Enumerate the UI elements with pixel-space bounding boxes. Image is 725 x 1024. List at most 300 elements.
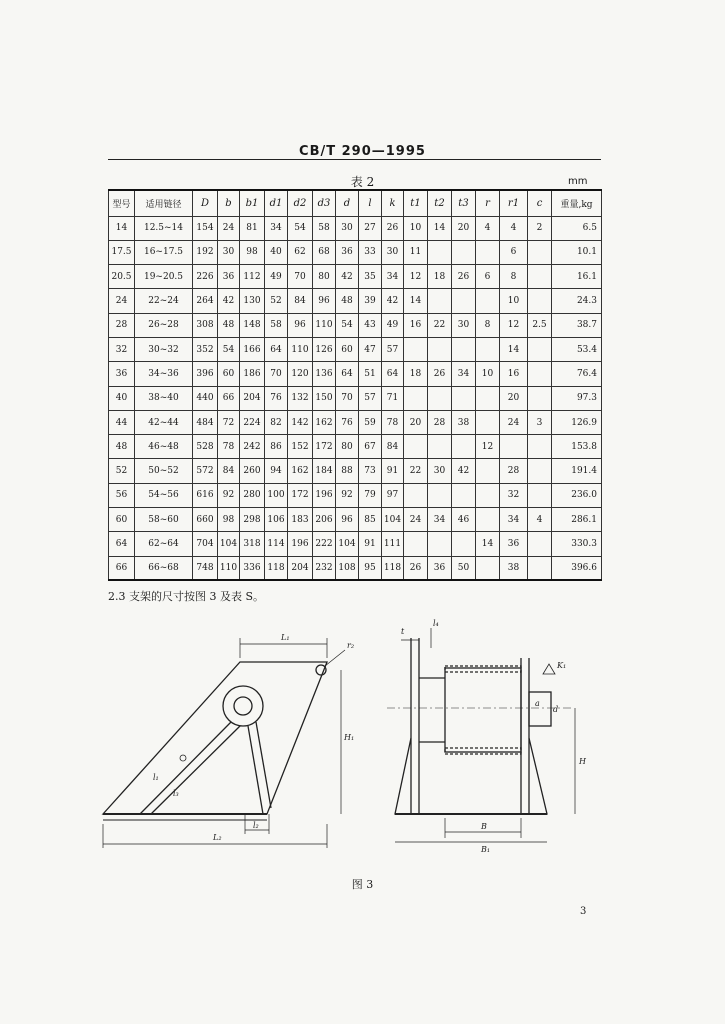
table-cell: 136 (313, 362, 336, 386)
table-cell: 616 (193, 483, 218, 507)
table-cell: 162 (288, 459, 313, 483)
table-cell (428, 240, 452, 264)
table-cell: 96 (288, 313, 313, 337)
table-cell: 64 (382, 362, 404, 386)
table-cell: 67 (359, 435, 382, 459)
table-cell (528, 240, 552, 264)
table-cell: 14 (404, 289, 428, 313)
table-cell: 30 (428, 459, 452, 483)
column-header: d2 (288, 190, 313, 216)
table-cell (528, 289, 552, 313)
table-cell: 40 (109, 386, 135, 410)
table-cell (452, 289, 476, 313)
table-cell: 10 (500, 289, 528, 313)
table-cell: 26 (452, 265, 476, 289)
table-cell: 57 (382, 337, 404, 361)
table-cell: 336 (240, 556, 265, 580)
table-cell (476, 483, 500, 507)
table-cell: 236.0 (552, 483, 602, 507)
table-cell: 660 (193, 508, 218, 532)
column-header: l (359, 190, 382, 216)
table-cell: 34 (382, 265, 404, 289)
table-cell: 142 (288, 410, 313, 434)
table-cell: 35 (359, 265, 382, 289)
table-cell (476, 386, 500, 410)
table-cell (452, 483, 476, 507)
table-row (109, 289, 602, 313)
table-cell: 264 (193, 289, 218, 313)
table-cell: 38 (500, 556, 528, 580)
table-cell: 24 (218, 216, 240, 240)
table-cell: 42 (218, 289, 240, 313)
table-cell (476, 337, 500, 361)
figure-caption: 图 3 (351, 878, 374, 891)
table-cell: 91 (359, 532, 382, 556)
table-cell: 16 (500, 362, 528, 386)
table-row (109, 483, 602, 507)
table-cell: 148 (240, 313, 265, 337)
label-l3: l₃ (173, 789, 179, 798)
table-caption: 表 2 (350, 175, 375, 189)
label-H: H (579, 757, 586, 766)
label-l1: l₁ (153, 773, 159, 782)
table-cell: 110 (313, 313, 336, 337)
table-cell: 112 (240, 265, 265, 289)
table-cell: 8 (476, 313, 500, 337)
table-cell: 80 (336, 435, 359, 459)
label-a: a (535, 699, 540, 708)
table-cell: 222 (313, 532, 336, 556)
column-header: 重量,kg (552, 190, 602, 216)
table-cell: 24 (404, 508, 428, 532)
table-cell: 48 (109, 435, 135, 459)
table-cell: 30 (218, 240, 240, 264)
table-cell: 36 (336, 240, 359, 264)
table-cell: 6.5 (552, 216, 602, 240)
table-cell: 72 (218, 410, 240, 434)
table-cell: 46~48 (135, 435, 193, 459)
table-cell (404, 337, 428, 361)
table-cell: 192 (193, 240, 218, 264)
table-row (109, 337, 602, 361)
table-cell: 60 (109, 508, 135, 532)
spec-table (108, 189, 602, 581)
table-cell: 330.3 (552, 532, 602, 556)
table-cell: 56 (109, 483, 135, 507)
table-cell: 54 (218, 337, 240, 361)
table-cell: 106 (265, 508, 288, 532)
shaft-boss (223, 686, 263, 726)
table-cell: 528 (193, 435, 218, 459)
table-row (109, 216, 602, 240)
table-cell: 98 (240, 240, 265, 264)
table-cell: 24 (500, 410, 528, 434)
table-cell: 38 (452, 410, 476, 434)
table-cell: 126 (313, 337, 336, 361)
table-cell: 57 (359, 386, 382, 410)
table-cell (428, 289, 452, 313)
table-cell: 40 (265, 240, 288, 264)
column-header: 型号 (109, 190, 135, 216)
table-cell: 308 (193, 313, 218, 337)
table-cell: 96 (313, 289, 336, 313)
table-cell (476, 508, 500, 532)
table-cell: 30 (452, 313, 476, 337)
table-cell: 20 (404, 410, 428, 434)
table-cell: 39 (359, 289, 382, 313)
table-cell: 52 (265, 289, 288, 313)
table-cell: 34 (428, 508, 452, 532)
table-cell: 94 (265, 459, 288, 483)
table-cell: 132 (288, 386, 313, 410)
table-cell: 186 (240, 362, 265, 386)
table-cell: 20.5 (109, 265, 135, 289)
table-cell: 53.4 (552, 337, 602, 361)
table-cell: 38~40 (135, 386, 193, 410)
table-cell: 26 (428, 362, 452, 386)
table-cell: 84 (382, 435, 404, 459)
column-header: c (528, 190, 552, 216)
table-cell: 104 (336, 532, 359, 556)
table-cell: 80 (313, 265, 336, 289)
table-cell: 66~68 (135, 556, 193, 580)
front-view (387, 628, 575, 842)
table-row (109, 508, 602, 532)
table-cell: 232 (313, 556, 336, 580)
table-cell: 52 (109, 459, 135, 483)
table-cell: 191.4 (552, 459, 602, 483)
table-cell: 10.1 (552, 240, 602, 264)
table-cell: 14 (476, 532, 500, 556)
table-cell: 104 (218, 532, 240, 556)
table-row (109, 435, 602, 459)
table-cell: 66 (109, 556, 135, 580)
table-cell: 118 (382, 556, 404, 580)
table-cell: 54 (288, 216, 313, 240)
label-r2: r₂ (347, 641, 355, 650)
table-cell (428, 483, 452, 507)
table-cell (428, 337, 452, 361)
table-cell: 3 (528, 410, 552, 434)
table-cell: 59 (359, 410, 382, 434)
section-note: 2.3 支架的尺寸按图 3 及表 S。 (108, 590, 265, 603)
table-cell: 43 (359, 313, 382, 337)
column-header: d3 (313, 190, 336, 216)
table-cell: 110 (288, 337, 313, 361)
column-header: t2 (428, 190, 452, 216)
table-cell: 82 (265, 410, 288, 434)
table-cell: 19~20.5 (135, 265, 193, 289)
table-cell: 46 (452, 508, 476, 532)
table-cell (452, 532, 476, 556)
label-B1: B₁ (481, 845, 491, 854)
table-cell: 73 (359, 459, 382, 483)
table-row (109, 532, 602, 556)
table-cell: 26 (404, 556, 428, 580)
table-cell: 4 (476, 216, 500, 240)
table-cell: 150 (313, 386, 336, 410)
table-cell: 260 (240, 459, 265, 483)
table-cell: 18 (428, 265, 452, 289)
table-cell: 34 (500, 508, 528, 532)
table-cell: 36 (109, 362, 135, 386)
table-cell: 22 (404, 459, 428, 483)
table-cell: 204 (240, 386, 265, 410)
table-cell: 49 (382, 313, 404, 337)
table-cell (528, 435, 552, 459)
table-cell: 50~52 (135, 459, 193, 483)
table-cell: 81 (240, 216, 265, 240)
column-header: r (476, 190, 500, 216)
table-cell: 104 (382, 508, 404, 532)
table-cell (476, 556, 500, 580)
table-cell: 95 (359, 556, 382, 580)
column-header: k (382, 190, 404, 216)
label-L2: L₂ (213, 833, 222, 842)
table-cell: 49 (265, 265, 288, 289)
table-cell: 58 (265, 313, 288, 337)
table-cell: 36 (218, 265, 240, 289)
table-cell: 26~28 (135, 313, 193, 337)
table-cell: 484 (193, 410, 218, 434)
table-cell: 76.4 (552, 362, 602, 386)
drum-body (445, 668, 521, 752)
table-cell (528, 337, 552, 361)
header-rule (108, 159, 601, 160)
table-cell: 14 (109, 216, 135, 240)
table-cell: 76 (336, 410, 359, 434)
table-cell: 84 (288, 289, 313, 313)
table-cell: 120 (288, 362, 313, 386)
table-cell: 242 (240, 435, 265, 459)
table-row (109, 313, 602, 337)
label-L1: L₁ (281, 633, 290, 642)
table-cell: 298 (240, 508, 265, 532)
table-cell: 12 (500, 313, 528, 337)
table-cell: 42 (452, 459, 476, 483)
table-cell: 64 (265, 337, 288, 361)
table-cell: 30 (382, 240, 404, 264)
table-cell: 206 (313, 508, 336, 532)
table-cell: 224 (240, 410, 265, 434)
table-cell: 27 (359, 216, 382, 240)
table-cell (528, 362, 552, 386)
table-cell: 36 (428, 556, 452, 580)
table-cell: 396.6 (552, 556, 602, 580)
table-cell: 44 (109, 410, 135, 434)
table-cell (476, 240, 500, 264)
table-cell: 66 (218, 386, 240, 410)
table-cell: 118 (265, 556, 288, 580)
table-cell: 64 (109, 532, 135, 556)
table-cell: 47 (359, 337, 382, 361)
table-cell (528, 265, 552, 289)
table-cell: 318 (240, 532, 265, 556)
table-cell: 6 (476, 265, 500, 289)
table-cell (452, 240, 476, 264)
table-cell: 24 (109, 289, 135, 313)
table-cell: 32 (500, 483, 528, 507)
table-cell: 114 (265, 532, 288, 556)
table-cell: 85 (359, 508, 382, 532)
table-cell (404, 386, 428, 410)
table-cell: 42~44 (135, 410, 193, 434)
table-cell: 16.1 (552, 265, 602, 289)
table-cell (428, 532, 452, 556)
table-cell: 153.8 (552, 435, 602, 459)
table-cell (476, 410, 500, 434)
table-cell: 86 (265, 435, 288, 459)
table-cell: 704 (193, 532, 218, 556)
table-cell: 34 (452, 362, 476, 386)
label-B: B (481, 822, 487, 831)
table-cell: 38.7 (552, 313, 602, 337)
table-cell (404, 483, 428, 507)
table-cell: 100 (265, 483, 288, 507)
table-cell: 10 (404, 216, 428, 240)
table-cell: 79 (359, 483, 382, 507)
table-cell: 33 (359, 240, 382, 264)
table-cell: 166 (240, 337, 265, 361)
table-row (109, 362, 602, 386)
label-H1: H₁ (344, 733, 355, 742)
table-cell: 111 (382, 532, 404, 556)
table-cell: 54 (336, 313, 359, 337)
table-cell: 48 (218, 313, 240, 337)
table-cell: 34~36 (135, 362, 193, 386)
label-K1: K₁ (557, 661, 567, 670)
table-cell (452, 386, 476, 410)
document-standard-header: CB/T 290—1995 (299, 144, 426, 159)
label-t: t (401, 627, 405, 636)
table-cell: 28 (428, 410, 452, 434)
table-cell: 172 (288, 483, 313, 507)
label-l4: l₄ (433, 619, 439, 628)
table-cell: 4 (528, 508, 552, 532)
table-cell (476, 289, 500, 313)
table-cell: 12.5~14 (135, 216, 193, 240)
table-cell: 34 (265, 216, 288, 240)
table-cell: 352 (193, 337, 218, 361)
table-cell: 92 (336, 483, 359, 507)
table-cell: 184 (313, 459, 336, 483)
column-header: d1 (265, 190, 288, 216)
shaft-end (529, 692, 551, 726)
table-cell: 58~60 (135, 508, 193, 532)
table-cell: 36 (500, 532, 528, 556)
table-cell: 108 (336, 556, 359, 580)
table-cell (452, 337, 476, 361)
table-cell: 572 (193, 459, 218, 483)
table-cell: 78 (218, 435, 240, 459)
table-cell (476, 459, 500, 483)
table-cell: 17.5 (109, 240, 135, 264)
table-cell: 64 (336, 362, 359, 386)
unit-label: mm (568, 176, 588, 187)
table-row (109, 459, 602, 483)
table-cell (452, 435, 476, 459)
table-cell: 48 (336, 289, 359, 313)
table-cell: 62~64 (135, 532, 193, 556)
table-cell: 14 (500, 337, 528, 361)
table-cell: 6 (500, 240, 528, 264)
table-cell: 196 (288, 532, 313, 556)
table-cell: 126.9 (552, 410, 602, 434)
table-cell: 183 (288, 508, 313, 532)
table-cell: 32 (109, 337, 135, 361)
table-row (109, 240, 602, 264)
table-row (109, 410, 602, 434)
page-number: 3 (580, 906, 587, 917)
table-cell: 62 (288, 240, 313, 264)
table-cell: 18 (404, 362, 428, 386)
table-cell: 42 (336, 265, 359, 289)
table-cell: 88 (336, 459, 359, 483)
table-cell: 30 (336, 216, 359, 240)
table-cell: 130 (240, 289, 265, 313)
table-cell: 30~32 (135, 337, 193, 361)
table-cell: 54~56 (135, 483, 193, 507)
table-cell: 24.3 (552, 289, 602, 313)
table-cell: 71 (382, 386, 404, 410)
table-cell: 16~17.5 (135, 240, 193, 264)
figure-3-drawing (95, 618, 615, 870)
table-cell: 8 (500, 265, 528, 289)
table-cell: 4 (500, 216, 528, 240)
table-cell (528, 459, 552, 483)
table-cell (528, 386, 552, 410)
spec-table-body (109, 216, 602, 580)
table-cell: 226 (193, 265, 218, 289)
table-cell (528, 483, 552, 507)
label-l2: l₂ (253, 821, 259, 830)
table-row (109, 386, 602, 410)
table-cell: 110 (218, 556, 240, 580)
table-cell: 204 (288, 556, 313, 580)
table-cell: 76 (265, 386, 288, 410)
table-cell (428, 435, 452, 459)
table-cell: 97.3 (552, 386, 602, 410)
table-cell: 84 (218, 459, 240, 483)
table-cell: 12 (404, 265, 428, 289)
table-cell: 172 (313, 435, 336, 459)
table-cell: 154 (193, 216, 218, 240)
table-cell: 16 (404, 313, 428, 337)
column-header: D (193, 190, 218, 216)
table-cell: 12 (476, 435, 500, 459)
table-cell: 2 (528, 216, 552, 240)
table-cell: 22 (428, 313, 452, 337)
table-cell: 42 (382, 289, 404, 313)
table-cell: 92 (218, 483, 240, 507)
table-cell (528, 556, 552, 580)
table-cell (404, 435, 428, 459)
table-row (109, 265, 602, 289)
column-header: b1 (240, 190, 265, 216)
table-cell: 14 (428, 216, 452, 240)
table-cell: 78 (382, 410, 404, 434)
table-cell: 10 (476, 362, 500, 386)
table-row (109, 556, 602, 580)
table-cell: 286.1 (552, 508, 602, 532)
table-cell: 440 (193, 386, 218, 410)
column-header: t3 (452, 190, 476, 216)
table-cell: 26 (382, 216, 404, 240)
spec-table-header (109, 190, 602, 216)
table-cell: 196 (313, 483, 336, 507)
side-view (103, 638, 345, 848)
table-cell: 162 (313, 410, 336, 434)
